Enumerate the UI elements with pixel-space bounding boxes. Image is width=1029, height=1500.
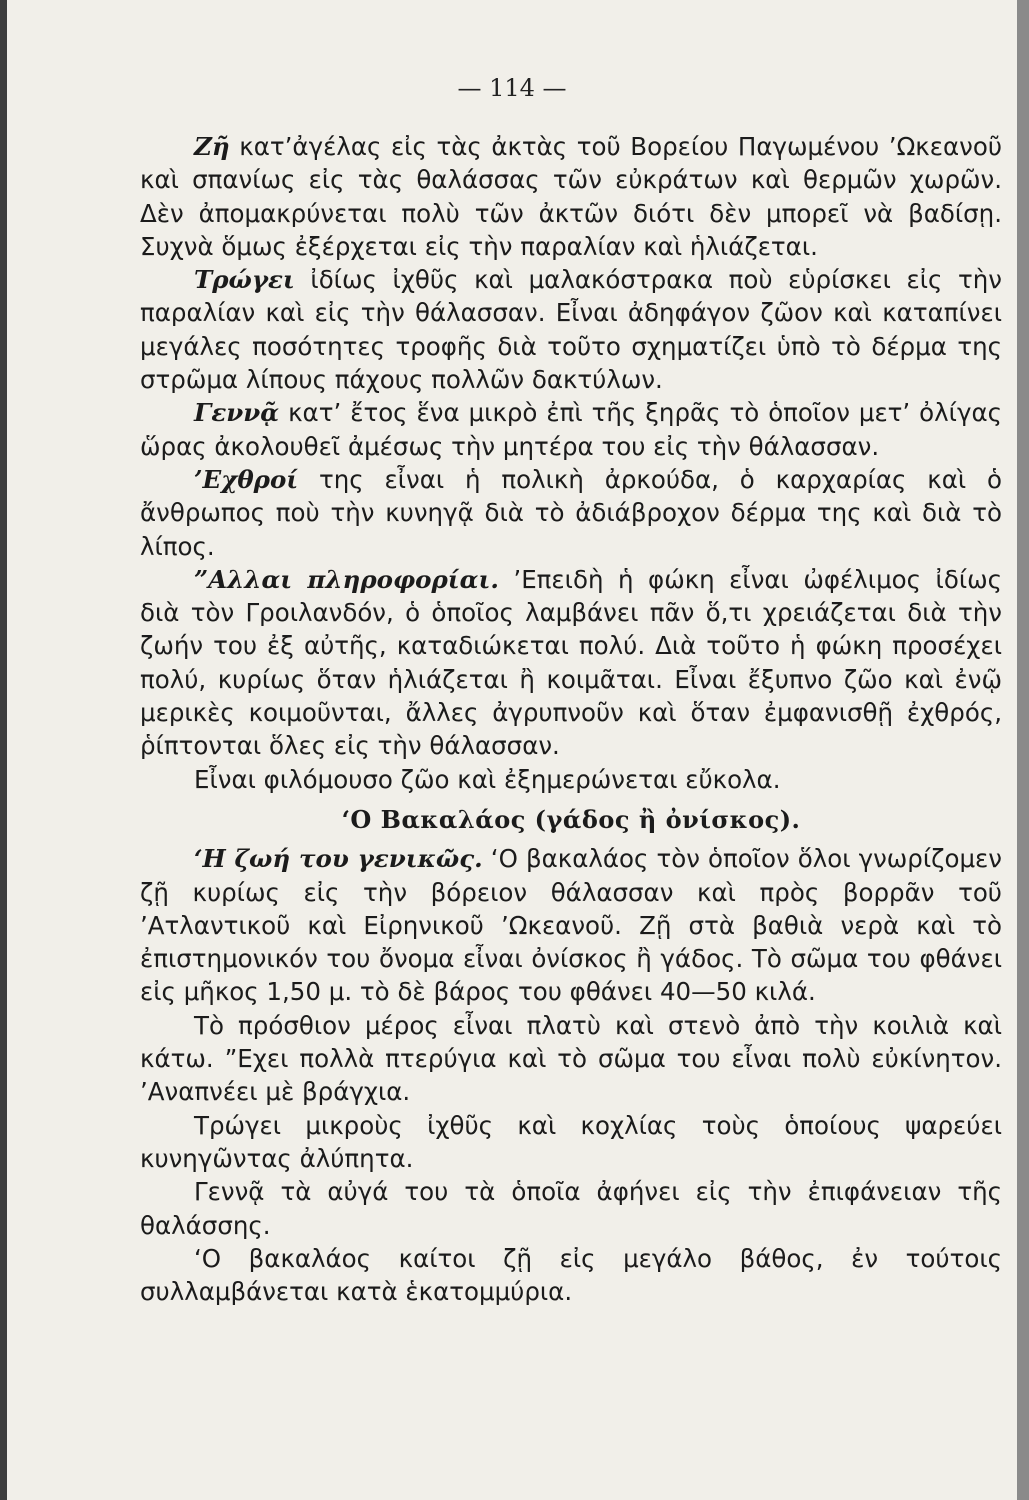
paragraph xyxy=(140,842,1002,1008)
paragraph xyxy=(140,396,1002,463)
paragraph-text: ‘Ο βακαλάος τὸν ὁποῖον ὅλοι γνωρίζομεν ζῇ κυρίως εἰς τὴν βόρειον θάλασσαν καὶ πρὸς βορρᾶν τοῦ ’Ατλαντικοῦ καὶ Εἰρηνικοῦ ’Ωκεανοῦ. Ζῇ στὰ βαθιὰ νερὰ καὶ τὸ ἐπιστημονικόν του ὄνομα εἶναι ὀνίσκος ἢ γάδος. Τὸ σῶμα του φθάνει εἰς μῆκος 1,50 μ. τὸ δὲ βάρος του φθάνει 40—50 κιλά. xyxy=(140,844,1002,1007)
paragraph xyxy=(140,763,1002,796)
paragraph xyxy=(140,463,1002,563)
section-heading: ‘Ο Βακαλάος (γάδος ἢ ὀνίσκος). xyxy=(341,804,801,834)
paragraph xyxy=(140,1175,1002,1242)
paragraph-text: ’Επειδὴ ἡ φώκη εἶναι ὠφέλιμος ἰδίως διὰ τὸν Γροιλανδόν, ὁ ὁποῖος λαμβάνει πᾶν ὅ,τι χρειάζεται διὰ τὴν ζωήν του ἐξ αὐτῆς, καταδιώκεται πολύ. Διὰ τοῦτο ἡ φώκη προσέχει πολύ, κυρίως ὅταν ἡλιάζεται ἢ κοιμᾶται. Εἶναι ἔξυπνο ζῶο καὶ ἐνῷ μερικὲς κοιμοῦνται, ἄλλες ἀγρυπνοῦν καὶ ὅταν ἐμφανισθῇ ἐχθρός, ῥίπτονται ὅλες εἰς τὴν θάλασσαν. xyxy=(140,564,1003,761)
paragraph xyxy=(140,1109,1002,1176)
paragraph-text: Γεννᾷ τὰ αὐγά του τὰ ὁποῖα ἀφήνει εἰς τὴν ἐπιφάνειαν τῆς θαλάσσης. xyxy=(140,1177,1002,1240)
paragraph xyxy=(140,563,1002,763)
paragraph-text: ἰδίως ἰχθῦς καὶ μαλακόστρακα ποὺ εὑρίσκει εἰς τὴν παραλίαν καὶ εἰς τὴν θάλασσαν. Εἶναι ἀδηφάγον ζῶον καὶ καταπίνει μεγάλες ποσότητες τροφῆς διὰ τοῦτο σχηματίζει ὑπὸ τὸ δέρμα της στρῶμα λίπους πάχους πολλῶν δακτύλων. xyxy=(140,265,1002,395)
paragraph-text: κατ’ ἔτος ἕνα μικρὸ ἐπὶ τῆς ξηρᾶς τὸ ὁποῖον μετ’ ὀλίγας ὥρας ἀκολουθεῖ ἀμέσως τὴν μητέρα του εἰς τὴν θάλασσαν. xyxy=(140,398,1002,461)
paragraph-lead: ‘Η ζωή του γενικῶς. xyxy=(194,844,483,874)
paragraph-text: Εἶναι φιλόμουσο ζῶο καὶ ἐξημερώνεται εὔκολα. xyxy=(194,764,781,794)
paragraph-text: Τρώγει μικροὺς ἰχθῦς καὶ κοχλίας τοὺς ὁποίους ψαρεύει κυνηγῶντας ἀλύπητα. xyxy=(140,1110,1002,1173)
paragraph-lead: Τρώγει xyxy=(194,265,295,295)
paragraph-lead: Γεννᾷ xyxy=(194,398,280,428)
paragraph-text: της εἶναι ἡ πολικὴ ἀρκούδα, ὁ καρχαρίας καὶ ὁ ἄνθρωπος ποὺ τὴν κυνηγᾷ διὰ τὸ ἀδιάβροχον δέρμα της καὶ διὰ τὸ λίπος. xyxy=(140,464,1002,561)
paragraph-text: ‘Ο βακαλάος καίτοι ζῇ εἰς μεγάλο βάθος, ἐν τούτοις συλλαμβάνεται κατὰ ἑκατομμύρια. xyxy=(140,1243,1002,1307)
paragraph xyxy=(140,1009,1002,1109)
paragraph-lead: ”Αλλαι πληροφορίαι. xyxy=(194,564,499,594)
paragraph-lead: ’Εχθροί xyxy=(194,464,299,494)
paragraph-lead: Ζῆ xyxy=(194,132,230,161)
paragraph xyxy=(140,1242,1002,1309)
body-text xyxy=(140,130,1002,1308)
page-number: — 114 — xyxy=(457,74,567,102)
paragraph-text: κατ’ἀγέλας εἰς τὰς ἀκτὰς τοῦ Βορείου Παγωμένου ’Ωκεανοῦ καὶ σπανίως εἰς τὰς θαλάσσας τῶν εὐκράτων καὶ θερμῶν χωρῶν. Δὲν ἀπομακρύνεται πολὺ τῶν ἀκτῶν διότι δὲν μπορεῖ νὰ βαδίσῃ. Συχνὰ ὅμως ἐξέρχεται εἰς τὴν παραλίαν καὶ ἡλιάζεται. xyxy=(140,132,1002,261)
paragraph-text: Τὸ πρόσθιον μέρος εἶναι πλατὺ καὶ στενὸ ἀπὸ τὴν κοιλιὰ καὶ κάτω. ”Εχει πολλὰ πτερύγια καὶ τὸ σῶμα του εἶναι πολὺ εὐκίνητον. ’Αναπνέει μὲ βράγχια. xyxy=(140,1010,1002,1107)
paragraph xyxy=(140,130,1002,263)
paragraph xyxy=(140,263,1002,396)
